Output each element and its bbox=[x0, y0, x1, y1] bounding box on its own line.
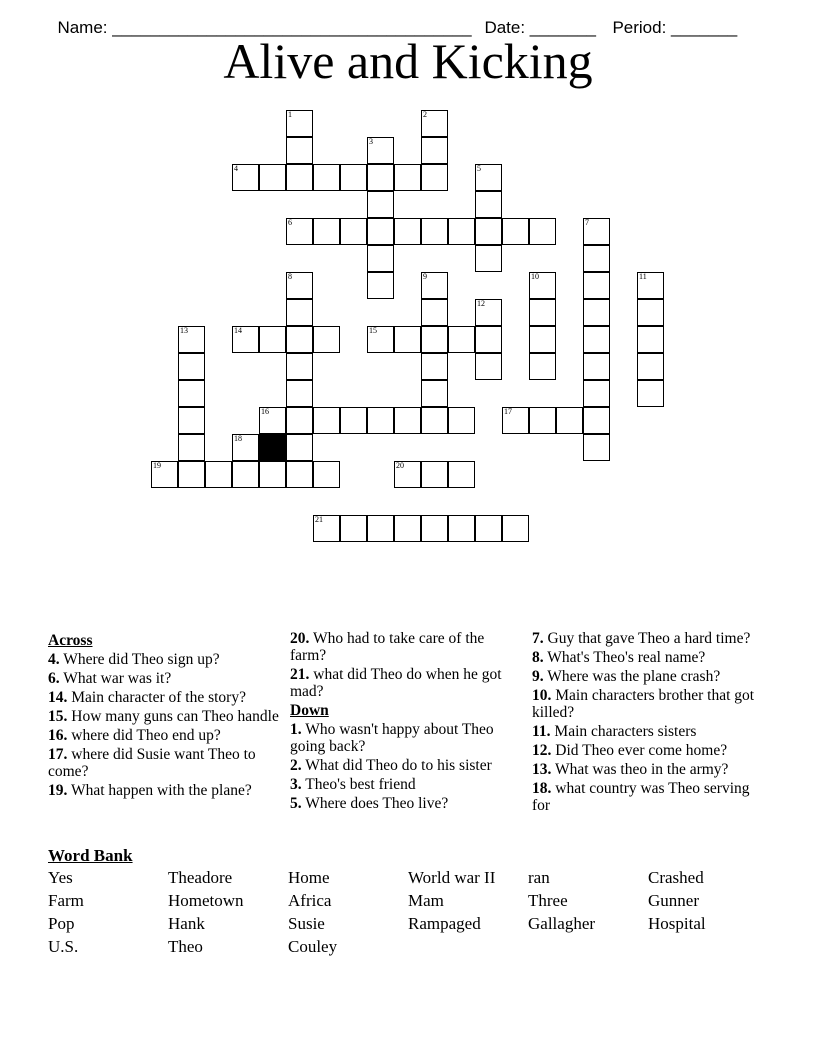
crossword-cell[interactable] bbox=[286, 407, 313, 434]
clue-item bbox=[48, 651, 280, 668]
clue-number-label: 18. bbox=[532, 780, 552, 797]
crossword-cell[interactable] bbox=[529, 299, 556, 326]
crossword-cell[interactable] bbox=[583, 326, 610, 353]
crossword-cell[interactable] bbox=[313, 326, 340, 353]
clue-text: What happen with the plane? bbox=[67, 782, 252, 799]
clue-item bbox=[290, 795, 522, 812]
crossword-cell[interactable] bbox=[637, 353, 664, 380]
clue-number: 7 bbox=[585, 218, 589, 227]
crossword-cell[interactable] bbox=[583, 434, 610, 461]
word-bank-item: Susie bbox=[288, 914, 325, 933]
crossword-cell[interactable] bbox=[448, 515, 475, 542]
clue-item bbox=[532, 668, 768, 685]
clue-item bbox=[532, 742, 768, 759]
clue-number: 16 bbox=[261, 407, 269, 416]
word-bank-item: ran bbox=[528, 868, 550, 887]
clue-text: Guy that gave Theo a hard time? bbox=[543, 630, 751, 647]
crossword-cell[interactable] bbox=[583, 380, 610, 407]
crossword-cell[interactable] bbox=[529, 407, 556, 434]
word-bank-item: Yes bbox=[48, 868, 73, 887]
crossword-cell[interactable] bbox=[286, 326, 313, 353]
crossword-cell[interactable] bbox=[421, 461, 448, 488]
clue-text: Where does Theo live? bbox=[301, 795, 449, 812]
clue-number-label: 15. bbox=[48, 708, 68, 725]
crossword-cell[interactable] bbox=[583, 245, 610, 272]
blocked-cell bbox=[259, 434, 286, 461]
word-bank-item: Home bbox=[288, 868, 330, 887]
word-bank-title: Word Bank bbox=[48, 846, 133, 865]
word-bank-item: Hometown bbox=[168, 891, 244, 910]
crossword-cell[interactable] bbox=[394, 407, 421, 434]
crossword-cell[interactable] bbox=[367, 515, 394, 542]
clue-text: Did Theo ever come home? bbox=[551, 742, 728, 759]
clue-number: 21 bbox=[315, 515, 323, 524]
crossword-cell[interactable] bbox=[232, 461, 259, 488]
clue-number-label: 3. bbox=[290, 776, 302, 793]
clue-number-label: 1. bbox=[290, 721, 302, 738]
crossword-cell[interactable] bbox=[313, 461, 340, 488]
crossword-cell[interactable] bbox=[286, 164, 313, 191]
clue-text: Main characters sisters bbox=[550, 723, 697, 740]
word-bank-item: Couley bbox=[288, 937, 338, 956]
crossword-cell[interactable] bbox=[286, 380, 313, 407]
page-title: Alive and Kicking bbox=[223, 33, 593, 89]
period-field-label: Period: _______ bbox=[612, 18, 738, 37]
crossword-cell[interactable] bbox=[286, 434, 313, 461]
clue-number-label: 4. bbox=[48, 651, 60, 668]
clue-text: What's Theo's real name? bbox=[543, 649, 706, 666]
crossword-cell[interactable] bbox=[313, 164, 340, 191]
clue-item bbox=[48, 708, 280, 725]
clue-item bbox=[290, 757, 522, 774]
word-bank-item: Hospital bbox=[648, 914, 706, 933]
crossword-cell[interactable] bbox=[340, 407, 367, 434]
clue-item bbox=[290, 776, 522, 793]
clue-number-label: 11. bbox=[532, 723, 551, 740]
crossword-cell[interactable] bbox=[394, 515, 421, 542]
clue-number: 18 bbox=[234, 434, 242, 443]
crossword-cell[interactable] bbox=[529, 218, 556, 245]
down-heading: Down bbox=[290, 702, 329, 719]
crossword-cell[interactable] bbox=[421, 515, 448, 542]
crossword-cell[interactable] bbox=[178, 434, 205, 461]
clue-item bbox=[532, 780, 768, 814]
word-bank-item: Gunner bbox=[648, 891, 699, 910]
crossword-cell[interactable] bbox=[475, 515, 502, 542]
crossword-cell[interactable] bbox=[529, 326, 556, 353]
clue-number: 6 bbox=[288, 218, 292, 227]
clue-number: 1 bbox=[288, 110, 292, 119]
crossword-cell[interactable] bbox=[178, 380, 205, 407]
clue-number-label: 7. bbox=[532, 630, 544, 647]
clue-text: where did Susie want Theo to come? bbox=[48, 746, 256, 780]
clue-item bbox=[532, 649, 768, 666]
crossword-cell[interactable] bbox=[421, 326, 448, 353]
clue-text: Where was the plane crash? bbox=[543, 668, 721, 685]
word-bank-item: Pop bbox=[48, 914, 75, 933]
clue-text: Where did Theo sign up? bbox=[59, 651, 220, 668]
clue-text: How many guns can Theo handle bbox=[67, 708, 279, 725]
word-bank-item: Rampaged bbox=[408, 914, 481, 933]
crossword-cell[interactable] bbox=[637, 299, 664, 326]
crossword-cell[interactable] bbox=[421, 299, 448, 326]
word-bank-item: Theo bbox=[168, 937, 203, 956]
clue-number-label: 20. bbox=[290, 630, 310, 647]
clue-text: Who had to take care of the farm? bbox=[290, 630, 485, 664]
clue-number: 8 bbox=[288, 272, 292, 281]
clue-item bbox=[48, 782, 280, 799]
crossword-cell[interactable] bbox=[583, 353, 610, 380]
clue-number: 20 bbox=[396, 461, 404, 470]
crossword-cell[interactable] bbox=[367, 191, 394, 218]
crossword-cell[interactable] bbox=[421, 164, 448, 191]
clue-item bbox=[532, 687, 768, 721]
crossword-cell[interactable] bbox=[205, 461, 232, 488]
crossword-cell[interactable] bbox=[502, 218, 529, 245]
crossword-cell[interactable] bbox=[340, 515, 367, 542]
clue-item bbox=[532, 723, 768, 740]
clue-number: 3 bbox=[369, 137, 373, 146]
crossword-cell[interactable] bbox=[475, 353, 502, 380]
crossword-cell[interactable] bbox=[286, 137, 313, 164]
clue-number-label: 5. bbox=[290, 795, 302, 812]
crossword-cell[interactable] bbox=[286, 299, 313, 326]
clue-column-1 bbox=[48, 630, 280, 801]
crossword-cell[interactable] bbox=[421, 353, 448, 380]
word-bank-item: Theadore bbox=[168, 868, 233, 887]
clue-number-label: 2. bbox=[290, 757, 302, 774]
crossword-cell[interactable] bbox=[259, 461, 286, 488]
crossword-cell[interactable] bbox=[583, 407, 610, 434]
clue-number-label: 21. bbox=[290, 666, 310, 683]
crossword-cell[interactable] bbox=[529, 353, 556, 380]
word-bank-item: Three bbox=[528, 891, 568, 910]
clue-number-label: 8. bbox=[532, 649, 544, 666]
clue-text: what country was Theo serving for bbox=[532, 780, 750, 814]
crossword-cell[interactable] bbox=[367, 272, 394, 299]
clue-number: 9 bbox=[423, 272, 427, 281]
clue-column-2 bbox=[290, 630, 522, 814]
clue-number-label: 16. bbox=[48, 727, 68, 744]
clue-number-label: 13. bbox=[532, 761, 552, 778]
clue-number: 17 bbox=[504, 407, 512, 416]
clue-number: 5 bbox=[477, 164, 481, 173]
clue-text: what did Theo do when he got mad? bbox=[290, 666, 502, 700]
clue-item bbox=[48, 689, 280, 706]
clue-item bbox=[290, 630, 522, 664]
crossword-cell[interactable] bbox=[178, 407, 205, 434]
crossword-cell[interactable] bbox=[313, 218, 340, 245]
clue-item bbox=[532, 630, 768, 647]
crossword-cell[interactable] bbox=[637, 380, 664, 407]
crossword-cell[interactable] bbox=[259, 326, 286, 353]
crossword-cell[interactable] bbox=[340, 164, 367, 191]
clue-text: Main characters brother that got killed? bbox=[532, 687, 755, 721]
clue-text: where did Theo end up? bbox=[67, 727, 221, 744]
crossword-cell[interactable] bbox=[313, 407, 340, 434]
clue-text: Who wasn't happy about Theo going back? bbox=[290, 721, 494, 755]
word-bank-item: Africa bbox=[288, 891, 332, 910]
word-bank-item: Gallagher bbox=[528, 914, 596, 933]
date-field-label: Date: _______ bbox=[484, 18, 596, 37]
crossword-cell[interactable] bbox=[178, 461, 205, 488]
across-heading: Across bbox=[48, 632, 93, 649]
clue-number-label: 6. bbox=[48, 670, 60, 687]
crossword-cell[interactable] bbox=[394, 218, 421, 245]
clue-item bbox=[48, 746, 280, 780]
crossword-cell[interactable] bbox=[286, 353, 313, 380]
clue-text: What was theo in the army? bbox=[551, 761, 729, 778]
crossword-cell[interactable] bbox=[178, 353, 205, 380]
clue-number: 10 bbox=[531, 272, 539, 281]
clue-number-label: 10. bbox=[532, 687, 552, 704]
clue-number: 13 bbox=[180, 326, 188, 335]
clue-number: 2 bbox=[423, 110, 427, 119]
clue-number: 4 bbox=[234, 164, 238, 173]
word-bank-item: Hank bbox=[168, 914, 205, 933]
clue-text: Main character of the story? bbox=[67, 689, 246, 706]
crossword-cell[interactable] bbox=[421, 407, 448, 434]
crossword-cell[interactable] bbox=[421, 137, 448, 164]
clue-number-label: 9. bbox=[532, 668, 544, 685]
clue-number-label: 14. bbox=[48, 689, 68, 706]
crossword-cell[interactable] bbox=[421, 218, 448, 245]
clue-number-label: 17. bbox=[48, 746, 68, 763]
crossword-cell[interactable] bbox=[475, 326, 502, 353]
clue-number: 11 bbox=[639, 272, 647, 281]
crossword-cell[interactable] bbox=[340, 218, 367, 245]
clue-item bbox=[48, 670, 280, 687]
clue-number-label: 12. bbox=[532, 742, 552, 759]
crossword-cell[interactable] bbox=[475, 218, 502, 245]
clue-column-3 bbox=[532, 630, 768, 816]
clue-number: 14 bbox=[234, 326, 242, 335]
crossword-cell[interactable] bbox=[367, 218, 394, 245]
crossword-cell[interactable] bbox=[556, 407, 583, 434]
crossword-cell[interactable] bbox=[367, 407, 394, 434]
word-bank-item: U.S. bbox=[48, 937, 79, 956]
crossword-cell[interactable] bbox=[448, 326, 475, 353]
crossword-cell[interactable] bbox=[367, 245, 394, 272]
crossword-cell[interactable] bbox=[583, 272, 610, 299]
crossword-cell[interactable] bbox=[502, 515, 529, 542]
clue-text: Theo's best friend bbox=[301, 776, 416, 793]
clue-item bbox=[290, 721, 522, 755]
crossword-cell[interactable] bbox=[394, 326, 421, 353]
word-bank-item: Mam bbox=[408, 891, 444, 910]
word-bank-item: Crashed bbox=[648, 868, 704, 887]
clue-item bbox=[290, 666, 522, 700]
crossword-cell[interactable] bbox=[583, 299, 610, 326]
word-bank-item: Farm bbox=[48, 891, 84, 910]
crossword-cell[interactable] bbox=[475, 245, 502, 272]
crossword-cell[interactable] bbox=[286, 461, 313, 488]
clue-number: 12 bbox=[477, 299, 485, 308]
crossword-cell[interactable] bbox=[448, 218, 475, 245]
crossword-cell[interactable] bbox=[448, 461, 475, 488]
name-field-label: Name: ______________________________________ bbox=[57, 18, 472, 37]
crossword-cell[interactable] bbox=[637, 326, 664, 353]
clue-number-label: 19. bbox=[48, 782, 68, 799]
clue-item bbox=[48, 727, 280, 744]
clue-text: What did Theo do to his sister bbox=[301, 757, 492, 774]
clue-number: 19 bbox=[153, 461, 161, 470]
crossword-cell[interactable] bbox=[448, 407, 475, 434]
crossword-cell[interactable] bbox=[259, 164, 286, 191]
crossword-cell[interactable] bbox=[394, 164, 421, 191]
word-bank-item: World war II bbox=[408, 868, 496, 887]
crossword-cell[interactable] bbox=[421, 380, 448, 407]
clue-number: 15 bbox=[369, 326, 377, 335]
clue-text: What war was it? bbox=[59, 670, 172, 687]
clue-item bbox=[532, 761, 768, 778]
crossword-cell[interactable] bbox=[475, 191, 502, 218]
crossword-cell[interactable] bbox=[367, 164, 394, 191]
